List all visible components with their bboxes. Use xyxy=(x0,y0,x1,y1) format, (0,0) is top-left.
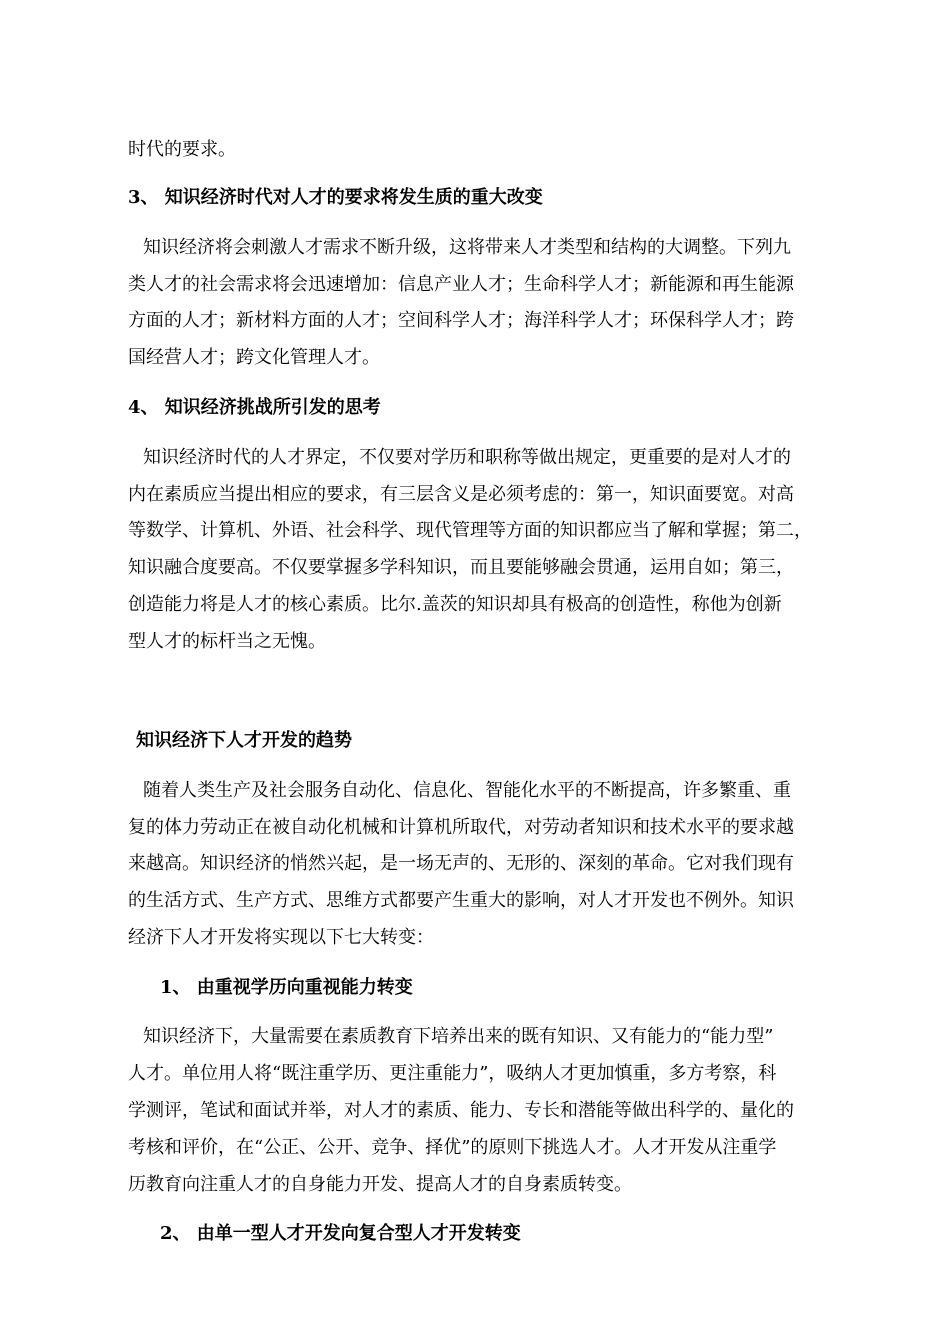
paragraph-5-line-1: 随着人类生产及社会服务自动化、信息化、智能化水平的不断提高，许多繁重、重 xyxy=(143,780,791,801)
paragraph-6-line-1: 知识经济下，大量需要在素质教育下培养出来的既有知识、又有能力的“能力型” xyxy=(143,1026,774,1047)
paragraph-6-line-4: 考核和评价，在“公正、公开、竞争、择优”的原则下挑选人才。人才开发从注重学 xyxy=(128,1137,777,1158)
paragraph-5-line-5: 经济下人才开发将实现以下七大转变： xyxy=(128,927,434,948)
subheading-1: 1、 由重视学历向重视能力转变 xyxy=(160,977,413,998)
paragraph-4-line-1: 知识经济时代的人才界定，不仅要对学历和职称等做出规定，更重要的是对人才的 xyxy=(143,447,791,468)
paragraph-6-line-3: 学测评，笔试和面试并举，对人才的素质、能力、专长和潜能等做出科学的、量化的 xyxy=(128,1100,794,1121)
paragraph-3-line-4: 国经营人才；跨文化管理人才。 xyxy=(128,347,380,368)
paragraph-4-line-2: 内在素质应当提出相应的要求，有三层含义是必须考虑的：第一，知识面要宽。对高 xyxy=(128,484,794,505)
paragraph-end-line: 时代的要求。 xyxy=(128,139,236,160)
paragraph-4-line-6: 型人才的标杆当之无愧。 xyxy=(128,631,326,652)
paragraph-3-line-2: 类人才的社会需求将会迅速增加：信息产业人才；生命科学人才；新能源和再生能源 xyxy=(128,274,794,295)
paragraph-6-line-2: 人才。单位用人将“既注重学历、更注重能力”，吸纳人才更加慎重，多方考察，科 xyxy=(128,1063,777,1084)
paragraph-4-line-4: 知识融合度要高。不仅要掌握多学科知识，而且要能够融会贯通，运用自如；第三， xyxy=(128,557,794,578)
paragraph-6-line-5: 历教育向注重人才的自身能力开发、提高人才的自身素质转变。 xyxy=(128,1174,632,1195)
paragraph-5-line-2: 复的体力劳动正在被自动化机械和计算机所取代，对劳动者知识和技术水平的要求越 xyxy=(128,817,794,838)
paragraph-3-line-1: 知识经济将会刺激人才需求不断升级，这将带来人才类型和结构的大调整。下列九 xyxy=(143,237,791,258)
paragraph-5-line-3: 来越高。知识经济的悄然兴起，是一场无声的、无形的、深刻的革命。它对我们现有 xyxy=(128,853,794,874)
paragraph-4-line-5: 创造能力将是人才的核心素质。比尔.盖茨的知识却具有极高的创造性，称他为创新 xyxy=(128,594,782,615)
heading-4: 4、 知识经济挑战所引发的思考 xyxy=(128,397,381,418)
paragraph-3-line-3: 方面的人才；新材料方面的人才；空间科学人才；海洋科学人才；环保科学人才；跨 xyxy=(128,310,794,331)
paragraph-4-line-3: 等数学、计算机、外语、社会科学、现代管理等方面的知识都应当了解和掌握；第二， xyxy=(128,520,812,541)
subheading-2: 2、 由单一型人才开发向复合型人才开发转变 xyxy=(160,1223,521,1244)
paragraph-5-line-4: 的生活方式、生产方式、思维方式都要产生重大的影响，对人才开发也不例外。知识 xyxy=(128,890,794,911)
section-title: 知识经济下人才开发的趋势 xyxy=(136,730,352,751)
heading-3: 3、 知识经济时代对人才的要求将发生质的重大改变 xyxy=(128,187,543,208)
